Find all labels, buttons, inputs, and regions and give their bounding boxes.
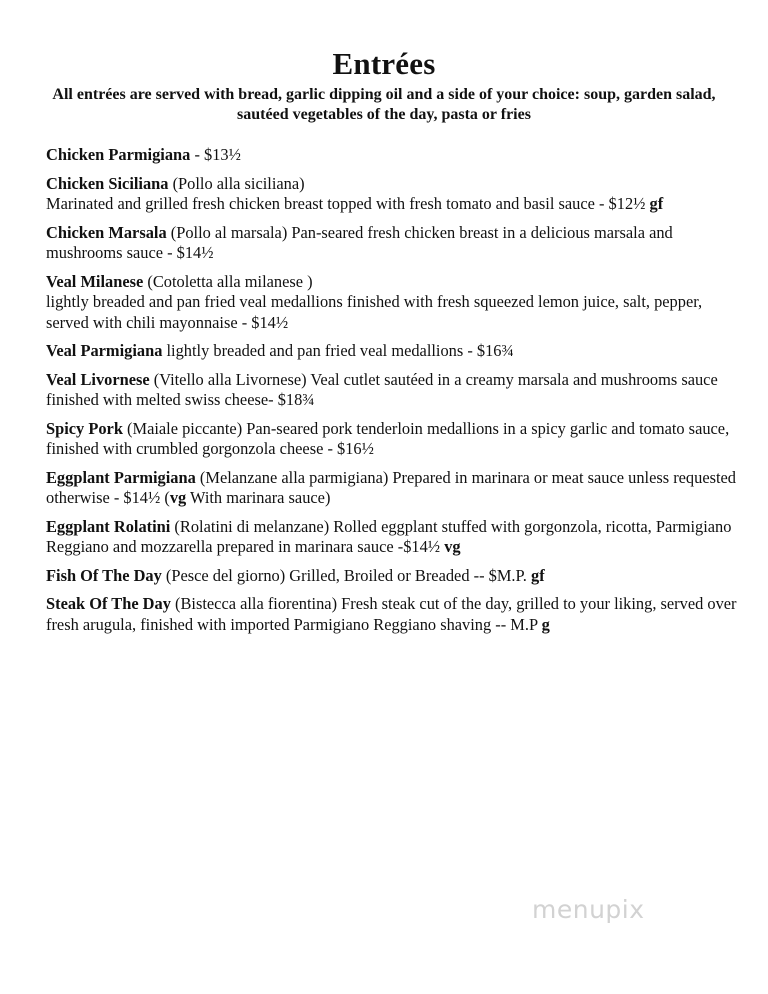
- item-description: - $13½: [190, 145, 241, 164]
- item-name: Veal Parmigiana: [46, 341, 163, 360]
- item-name: Eggplant Rolatini: [46, 516, 171, 536]
- item-name: Chicken Marsala: [46, 222, 167, 242]
- page-subtitle: All entrées are served with bread, garlic dipping oil and a side of your choice: soup, garden salad, sautéed vegetables of the day, pasta or fries: [52, 86, 716, 123]
- menu-item-chicken-marsala: [46, 223, 746, 264]
- item-description: (Pollo al marsala) Pan-seared fresh chicken breast in a delicious marsala and mushrooms sauce - $14½: [46, 222, 673, 262]
- item-name: Veal Livornese: [46, 369, 150, 389]
- item-description: Marinated and grilled fresh chicken breast topped with fresh tomato and basil sauce - $12½: [46, 194, 650, 213]
- menu-item-veal-milanese: [46, 272, 746, 334]
- item-diet-tag: gf: [531, 565, 545, 585]
- menu-item-veal-livornese: [46, 370, 746, 411]
- item-name: Steak Of The Day: [46, 594, 171, 613]
- menu-item-veal-parmigiana: [46, 341, 746, 362]
- item-name: Fish Of The Day: [46, 565, 162, 585]
- item-description: (Bistecca alla fiorentina) Fresh steak cut of the day, grilled to your liking, served over fresh arugula, finished with imported Parmigiano Reggiano shaving -- M.P: [46, 594, 737, 634]
- item-diet-tag: g: [541, 614, 550, 634]
- item-subtitle: (Pollo alla siciliana): [168, 173, 305, 193]
- item-description: (Pesce del giorno) Grilled, Broiled or Breaded -- $M.P.: [161, 565, 531, 585]
- item-description: (Maiale piccante) Pan-seared pork tenderloin medallions in a spicy garlic and tomato sauce, finished with crumbled gorgonzola cheese - $16½: [46, 418, 730, 458]
- item-name: Veal Milanese: [46, 271, 144, 291]
- item-tag-note: With marinara sauce): [186, 488, 331, 507]
- item-description: (Melanzane alla parmigiana) Prepared in marinara or meat sauce unless requested otherwise - $14½ (: [46, 467, 736, 507]
- item-name: Spicy Pork: [46, 418, 123, 438]
- item-description: (Vitello alla Livornese) Veal cutlet sautéed in a creamy marsala and mushrooms sauce finished with melted swiss cheese- $18¾: [46, 369, 718, 409]
- menu-item-chicken-parmigiana: [46, 145, 746, 166]
- item-name: Eggplant Parmigiana: [46, 467, 196, 487]
- item-name: Chicken Parmigiana: [46, 145, 191, 164]
- page-title: Entrées: [332, 46, 436, 81]
- item-description: (Rolatini di melanzane) Rolled eggplant stuffed with gorgonzola, ricotta, Parmigiano Reggiano and mozzarella prepared in marinara sauce -$14½: [46, 516, 732, 556]
- menu-item-steak-of-the-day: [46, 594, 746, 635]
- entree-list: [46, 145, 746, 643]
- item-subtitle: (Cotoletta alla milanese ): [143, 271, 313, 291]
- menu-item-eggplant-parmigiana: [46, 468, 746, 509]
- item-diet-tag: vg: [169, 488, 187, 507]
- item-description: lightly breaded and pan fried veal medallions - $16¾: [162, 341, 514, 360]
- item-diet-tag: gf: [649, 194, 664, 213]
- item-name: Chicken Siciliana: [46, 173, 169, 193]
- menupix-watermark: menupix: [532, 895, 645, 924]
- menu-item-spicy-pork: [46, 419, 746, 460]
- item-diet-tag: vg: [444, 537, 461, 556]
- item-description: lightly breaded and pan fried veal medallions finished with fresh squeezed lemon juice, salt, pepper, served with chili mayonnaise - $14½: [46, 292, 703, 332]
- menu-item-eggplant-rolatini: [46, 517, 746, 558]
- menu-item-fish-of-the-day: [46, 566, 746, 587]
- menu-item-chicken-siciliana: [46, 174, 746, 215]
